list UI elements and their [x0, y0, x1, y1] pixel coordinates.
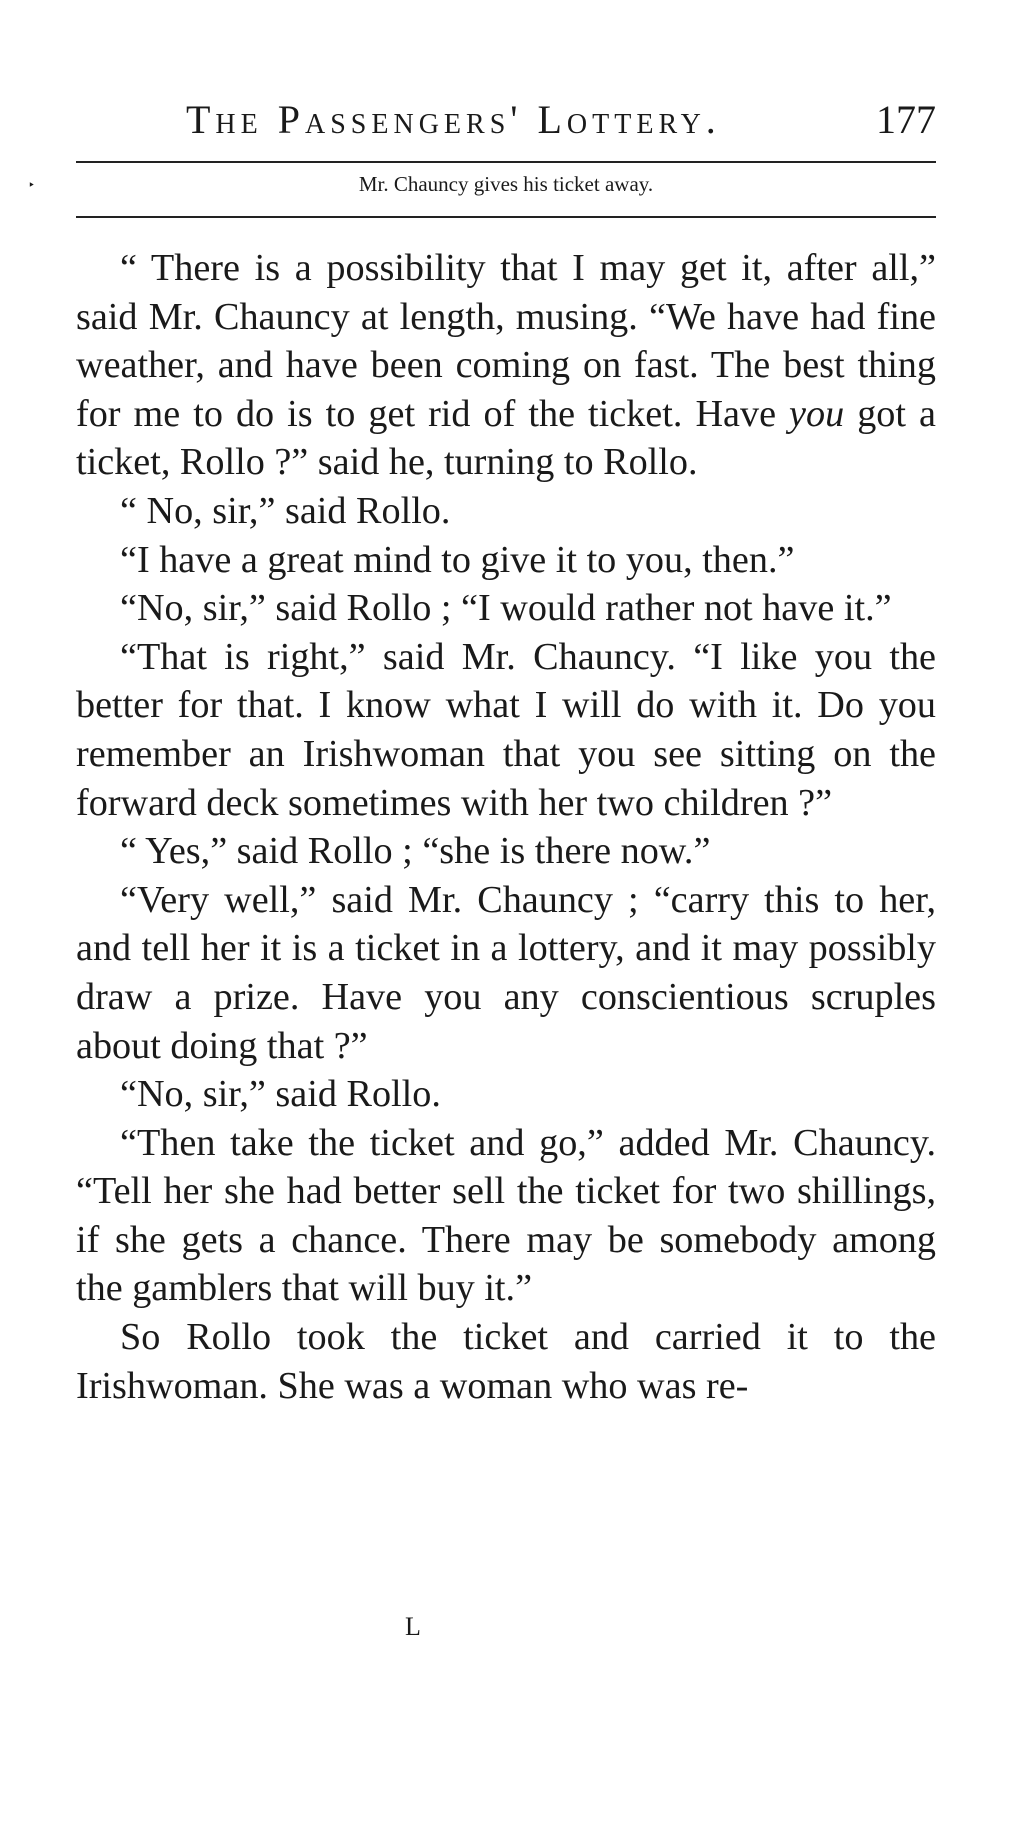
- margin-mark: ‣: [28, 178, 36, 192]
- paragraph: “I have a great mind to give it to you, then.”: [120, 538, 795, 581]
- paragraph: “That is right,” said Mr. Chauncy. “I like you the better for that. I know what I will do with it. Do you remember an Irishwoman that you see sitting on the forward deck sometimes with her two children ?”: [76, 635, 936, 824]
- paragraph: “Very well,” said Mr. Chauncy ; “carry this to her, and tell her it is a ticket in a lottery, and it may possibly draw a prize. Have you any conscientious scruples about doing that ?”: [76, 878, 936, 1067]
- running-title: The Passengers' Lottery.: [186, 97, 721, 142]
- emphasis-you: you: [789, 392, 845, 435]
- header-rule-bottom: [76, 216, 936, 218]
- paragraph: “ No, sir,” said Rollo.: [120, 489, 451, 532]
- body-text: [76, 244, 936, 1410]
- paragraph: “ There is a possibility that I may get it, after all,” said Mr. Chauncy at length, musing. “We have had fine weather, and have been coming on fast. The best thing for me to do is to get rid of the ticket. Have you got a ticket, Rollo ?” said he, turning to Rollo.: [76, 247, 936, 484]
- paragraph: “No, sir,” said Rollo.: [120, 1073, 441, 1116]
- header-rule-top: [76, 161, 936, 163]
- chapter-subtitle: Mr. Chauncy gives his ticket away.: [358, 172, 654, 196]
- signature-mark: L: [405, 1612, 421, 1641]
- paragraph: So Rollo took the ticket and carried it to the Irishwoman. She was a woman who was re-: [76, 1316, 936, 1407]
- page-header: [76, 96, 936, 152]
- paragraph: “ Yes,” said Rollo ; “she is there now.”: [120, 830, 711, 873]
- paragraph: “No, sir,” said Rollo ; “I would rather not have it.”: [120, 587, 892, 630]
- paragraph: “Then take the ticket and go,” added Mr. Chauncy. “Tell her she had better sell the ticket for two shillings, if she gets a chance. There may be somebody among the gamblers that will buy it.”: [76, 1121, 936, 1310]
- page-number: 177: [876, 97, 936, 142]
